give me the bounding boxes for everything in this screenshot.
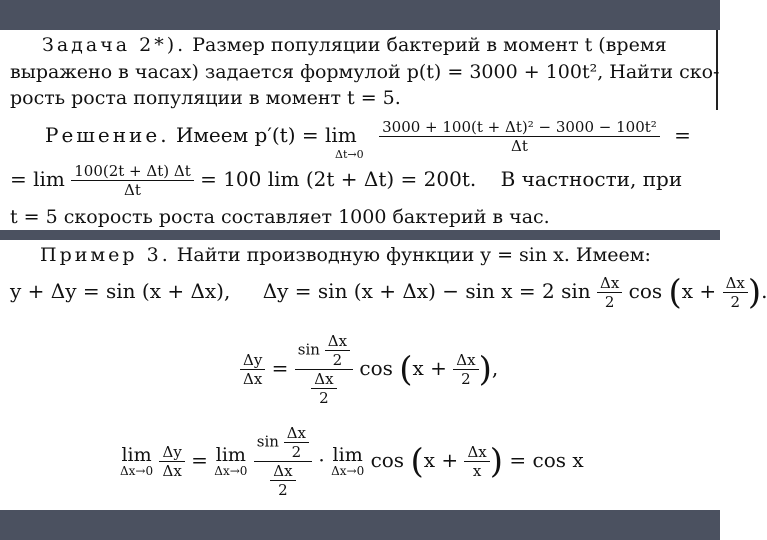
eq2-equals: = (271, 356, 289, 380)
eq3-lim-1-sub: Δx→0 (120, 464, 154, 478)
eq1-frac-2-den: 2 (730, 293, 740, 311)
eq2-small-num-top: Δx (325, 332, 350, 351)
eq3-sin: sin (256, 432, 279, 451)
eq3-big-den (254, 462, 312, 499)
eq3-lim-3-word: lim (332, 444, 363, 466)
top-band (0, 0, 720, 30)
problem-text-1: Размер популяции бактерий в момент t (время (192, 34, 667, 56)
eq2-frac-3-num: Δx (453, 351, 478, 370)
eq2-lhs-num: Δy (240, 351, 265, 370)
equals-sign: = (674, 123, 691, 147)
eq3-lim-1-word: lim (121, 444, 152, 466)
eq3-open-paren: ( (410, 441, 424, 482)
equation-2 (240, 332, 498, 407)
eq1-left: y + Δy = sin (x + Δx), (10, 279, 231, 303)
problem-line-2: выражено в часах) задается формулой p(t) = 3000 + 100t², Найти ско- (10, 61, 720, 83)
fraction-2 (71, 162, 194, 199)
example-text: Найти производную функции y = sin x. Имеем: (176, 244, 651, 266)
fraction-1 (379, 118, 660, 155)
eq3-big-frac (254, 424, 312, 499)
problem-label: Задача 2*). (42, 34, 187, 56)
eq1-frac-den: 2 (604, 293, 615, 311)
example-line-1 (40, 244, 651, 266)
eq3-frac-x (464, 443, 489, 480)
solution-line-2-mid: = 100 lim (2t + Δt) = 200t. (200, 167, 477, 191)
eq2-close-paren: ) (478, 349, 492, 390)
fraction-2-numerator: 100(2t + Δt) Δt (71, 162, 194, 181)
eq3-small-top-num: Δx (284, 424, 309, 443)
eq3-frac-1-num: Δy (159, 443, 184, 462)
eq2-small-den-bottom: 2 (319, 389, 329, 407)
solution-line-2-end: В частности, при (500, 167, 683, 191)
eq2-cos: cos (359, 356, 393, 380)
eq2-frac-3 (453, 351, 478, 388)
eq3-frac-1-den: Δx (162, 462, 182, 480)
eq3-dot: · (318, 448, 325, 472)
eq1-open-paren: ( (668, 272, 682, 313)
equation-1 (10, 274, 767, 311)
eq1-end: . (761, 279, 767, 303)
lim-subscript-1: Δt→0 (335, 148, 364, 161)
eq3-result: = cos x (509, 448, 584, 472)
eq2-small-frac-top (325, 332, 350, 369)
eq3-big-num (254, 424, 312, 462)
eq3-lim-2-word: lim (215, 444, 246, 466)
eq2-big-frac (295, 332, 353, 407)
eq3-close-paren: ) (489, 441, 504, 482)
eq2-lhs (240, 351, 265, 388)
eq1-frac-num: Δx (597, 274, 622, 293)
eq3-lim-2 (214, 445, 247, 478)
bottom-band (0, 510, 720, 540)
eq3-small-top-den: 2 (291, 443, 302, 461)
eq1-frac (597, 274, 622, 311)
solution-lead: Имеем p′(t) = lim (175, 123, 357, 147)
eq3-frac-x-den: x (472, 462, 482, 480)
eq3-frac-x-num: Δx (464, 443, 489, 462)
eq3-equals: = (191, 448, 208, 472)
fraction-1-denominator: Δt (511, 137, 528, 155)
eq1-paren-inner: x + (681, 279, 717, 303)
eq1-frac-2-num: Δx (723, 274, 748, 293)
eq3-lim-3 (331, 445, 364, 478)
eq3-small-top (284, 424, 309, 461)
middle-band (0, 230, 720, 240)
equation-3 (120, 424, 584, 499)
eq1-frac-2 (723, 274, 748, 311)
eq3-paren-inner: x + (423, 448, 459, 472)
eq2-lhs-den: Δx (243, 370, 263, 388)
eq3-small-bottom (270, 462, 295, 499)
eq3-small-bottom-den: 2 (278, 481, 288, 499)
eq2-small-den-top: 2 (332, 351, 343, 369)
eq2-small-frac-bottom (311, 370, 336, 407)
problem-line-3: рость роста популяции в момент t = 5. (10, 87, 401, 109)
solution-line-1 (45, 118, 691, 161)
eq1-close-paren: ) (747, 272, 762, 313)
eq2-big-num (295, 332, 353, 370)
eq2-frac-3-den: 2 (461, 370, 471, 388)
eq2-big-den (295, 370, 353, 407)
solution-label: Решение. (45, 123, 170, 147)
eq2-end: , (491, 356, 499, 380)
eq2-open-paren: ( (399, 349, 413, 390)
lim-2: = lim (10, 167, 65, 191)
eq2-small-num-bottom: Δx (311, 370, 336, 389)
eq3-lim-1 (120, 445, 153, 478)
eq1-cos: cos (628, 279, 663, 303)
eq3-cos: cos (370, 448, 405, 472)
eq3-lim-3-sub: Δx→0 (331, 464, 365, 478)
fraction-1-numerator: 3000 + 100(t + Δt)² − 3000 − 100t² (379, 118, 660, 137)
example-label: Пример 3. (40, 244, 171, 266)
eq2-sin: sin (297, 340, 320, 359)
solution-line-2 (10, 162, 682, 199)
problem-line-1 (42, 34, 667, 56)
eq3-small-bottom-num: Δx (270, 462, 295, 481)
eq3-frac-1 (159, 443, 184, 480)
eq1-right: Δy = sin (x + Δx) − sin x = 2 sin (262, 279, 591, 303)
eq2-paren-inner: x + (412, 356, 447, 380)
eq3-lim-2-sub: Δx→0 (214, 464, 248, 478)
solution-line-3: t = 5 скорость роста составляет 1000 бактерий в час. (10, 206, 550, 228)
fraction-2-denominator: Δt (124, 181, 141, 199)
